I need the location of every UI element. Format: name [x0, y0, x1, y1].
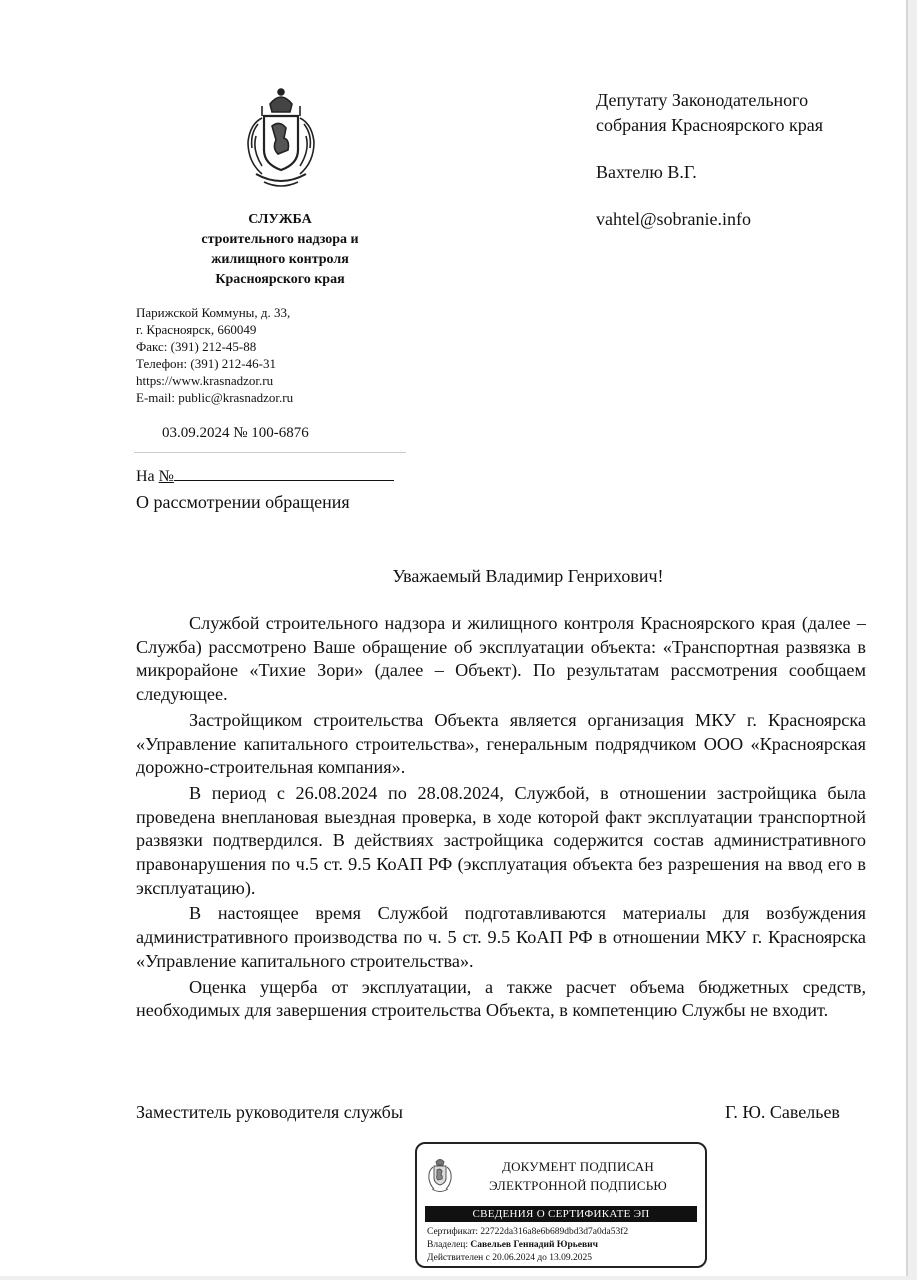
org-line: СЛУЖБА	[248, 212, 312, 227]
certificate-value: 22722da316a8e6b689dbd3d7a0da53f2	[480, 1227, 629, 1237]
letter-subject: О рассмотрении обращения	[136, 492, 350, 512]
addressee-name: Вахтелю В.Г.	[596, 162, 697, 182]
salutation: Уважаемый Владимир Генрихович!	[392, 566, 664, 586]
org-line: жилищного контроля	[211, 252, 349, 267]
certificate-row: Сертификат: 22722da316a8e6b689dbd3d7a0da53f2	[427, 1227, 629, 1237]
fax-line: Факс: (391) 212-45-88	[136, 339, 257, 354]
reference-number-sign: №	[158, 468, 174, 485]
validity-row: Действителен с 20.06.2024 до 13.09.2025	[427, 1253, 593, 1263]
electronic-signature-stamp	[415, 1142, 707, 1268]
stamp-title-line: ДОКУМЕНТ ПОДПИСАН	[502, 1159, 654, 1174]
sender-contacts	[136, 304, 293, 406]
phone-line: Телефон: (391) 212-46-31	[136, 356, 276, 371]
certificate-details	[427, 1226, 628, 1265]
reference-label: На	[136, 468, 155, 485]
org-line: строительного надзора и	[201, 232, 359, 247]
signer-position: Заместитель руководителя службы	[136, 1102, 403, 1122]
addressee-email: vahtel@sobranie.info	[596, 209, 752, 229]
owner-value: Савельев Геннадий Юрьевич	[470, 1240, 598, 1250]
website-line: https://www.krasnadzor.ru	[136, 373, 274, 388]
org-line: Красноярского края	[215, 272, 345, 287]
addressee-block	[596, 88, 823, 232]
certificate-info-bar: СВЕДЕНИЯ О СЕРТИФИКАТЕ ЭП	[425, 1206, 697, 1222]
addressee-line: собрания Красноярского края	[596, 115, 824, 135]
address-line: Парижской Коммуны, д. 33,	[136, 305, 291, 320]
stamp-title-line: ЭЛЕКТРОННОЙ ПОДПИСЬЮ	[489, 1178, 667, 1193]
reference-number-field	[136, 466, 394, 486]
email-line: E-mail: public@krasnadzor.ru	[136, 390, 294, 405]
body-paragraph: В период с 26.08.2024 по 28.08.2024, Службой, в отношении застройщика была проведена внеплановая выездная проверка, в ходе которой факт эксплуатации транспортной развязки подтвердился. В действиях застройщика содержится состав административного правонарушения по ч.5 ст. 9.5 КоАП РФ (эксплуатация объекта без разрешения на ввод его в эксплуатацию).	[136, 782, 866, 898]
owner-row: Владелец: Савельев Геннадий Юрьевич	[427, 1240, 598, 1250]
body-paragraph: Застройщиком строительства Объекта является организация МКУ г. Красноярска «Управление капитального строительства», генеральным подрядчиком ООО «Красноярская дорожно-строительная компания».	[136, 709, 866, 778]
signer-name: Г. Ю. Савельев	[725, 1102, 840, 1122]
registration-date-number: 03.09.2024 № 100-6876	[162, 425, 309, 441]
address-line: г. Красноярск, 660049	[136, 322, 257, 337]
body-paragraph: Оценка ущерба от эксплуатации, а также расчет объема бюджетных средств, необходимых для завершения строительства Объекта, в компетенцию Службы не входит.	[136, 976, 866, 1021]
body-paragraph: В настоящее время Службой подготавливаются материалы для возбуждения административного производства по ч. 5 ст. 9.5 КоАП РФ в отношении МКУ г. Красноярска «Управление капитального строительства».	[136, 903, 866, 971]
divider	[134, 452, 406, 453]
body-paragraph: Службой строительного надзора и жилищного контроля Красноярского края (далее – Служба) рассмотрено Ваше обращение об эксплуатации объекта: «Транспортная развязка в микрорайоне «Тихие Зори» (далее – Объект). По результатам рассмотрения сообщаем следующее.	[136, 613, 866, 705]
letter-body	[136, 612, 866, 1023]
sender-organization	[160, 210, 400, 290]
reference-blank-line	[174, 466, 394, 481]
coat-of-arms-emblem	[236, 86, 326, 194]
stamp-title	[447, 1157, 709, 1195]
addressee-line: Депутату Законодательного	[596, 90, 809, 110]
